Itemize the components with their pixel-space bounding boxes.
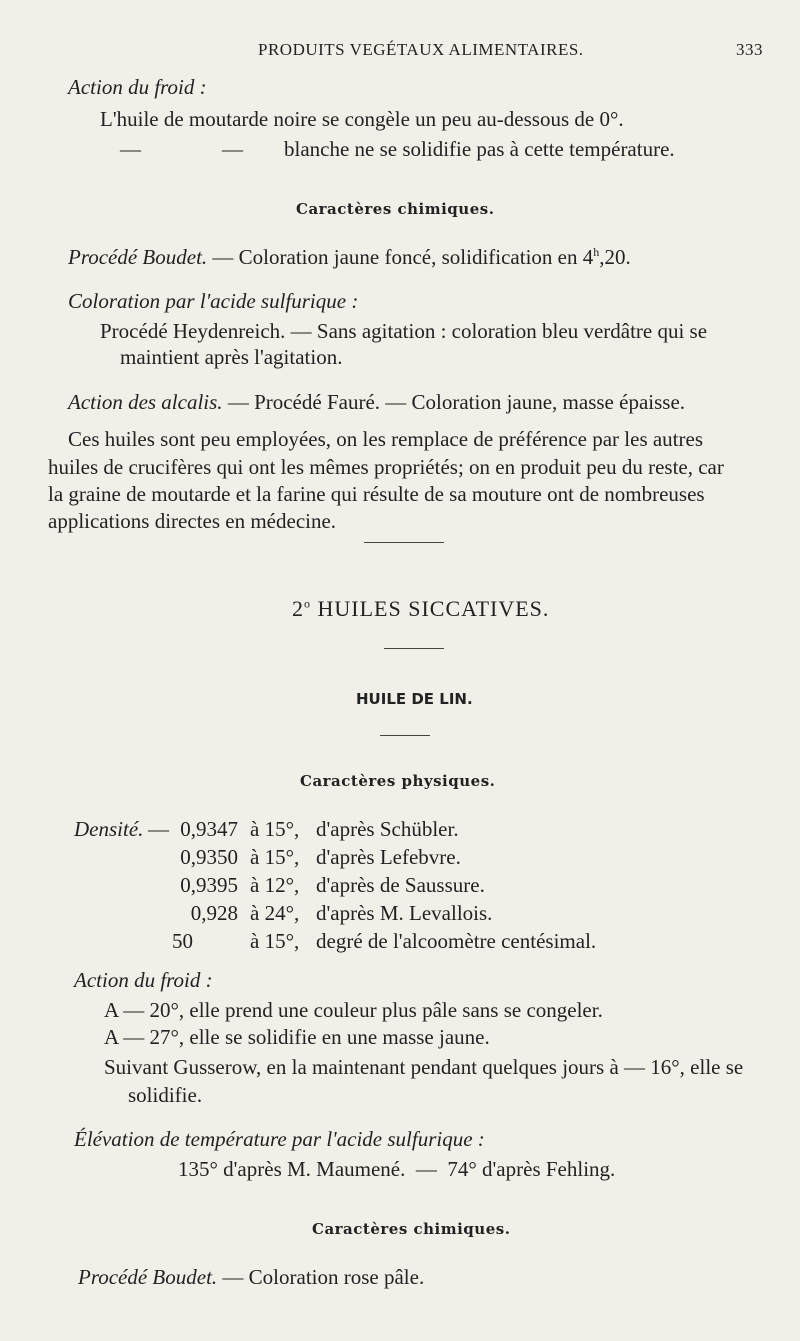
heydenreich-line-2: maintient après l'agitation. [120, 345, 343, 369]
section-2-sup: o [304, 596, 311, 611]
caracteres-chimiques-heading-2: Caractères chimiques. [312, 1220, 511, 1238]
section-2-title [292, 596, 549, 622]
densite-value: 0,9350 [180, 845, 238, 869]
densite-value: 50 [172, 929, 193, 953]
densite-temp: à 12°, [250, 873, 300, 897]
boudet-end: ,20. [599, 245, 631, 269]
boudet-line-2 [78, 1262, 424, 1292]
boudet-text-2: — Coloration rose pâle. [222, 1265, 425, 1289]
alcalis-text: — Procédé Fauré. — Coloration jaune, masse épaisse. [227, 390, 686, 414]
para-line-2: huiles de crucifères qui ont les mêmes propriétés; on en produit peu du reste, car [48, 455, 724, 479]
densite-source: d'après de Saussure. [316, 873, 485, 897]
densite-value: 0,9347 [180, 817, 238, 841]
divider-3 [380, 735, 430, 736]
para-line-3: la graine de moutarde et la farine qui résulte de sa mouture ont de nombreuses [48, 482, 705, 506]
heydenreich-line-1: Procédé Heydenreich. — Sans agitation : coloration bleu verdâtre qui se [100, 319, 708, 343]
densite-temp: à 15°, [250, 817, 300, 841]
densite-values-column [170, 815, 238, 955]
action-froid-heading-2: Action du froid : [74, 968, 213, 992]
boudet-text-1: — Coloration jaune foncé, solidification en 4 [212, 245, 594, 269]
caracteres-chimiques-heading-1: Caractères chimiques. [296, 200, 495, 218]
densite-source: d'après M. Levallois. [316, 901, 493, 925]
alcalis-line [68, 387, 685, 417]
densite-value: 0,928 [190, 901, 238, 925]
densite-dash: — [148, 817, 169, 841]
densite-source: degré de l'alcoomètre centésimal. [316, 929, 597, 953]
densite-value: 0,9395 [180, 873, 238, 897]
boudet-label-1: Procédé Boudet. [68, 245, 208, 269]
caracteres-physiques-heading: Caractères physiques. [300, 772, 496, 790]
divider-1 [364, 542, 444, 543]
divider-2 [384, 648, 444, 649]
para-line-4: applications directes en médecine. [48, 509, 337, 533]
gusserow-line-1: Suivant Gusserow, en la maintenant pendant quelques jours à — 16°, elle se [104, 1055, 744, 1079]
gusserow-line-2: solidifie. [128, 1083, 203, 1107]
ditto-dash-2: — [222, 137, 243, 161]
densite-source: d'après Lefebvre. [316, 845, 461, 869]
moutarde-line-1: L'huile de moutarde noire se congèle un peu au-dessous de 0°. [100, 107, 624, 131]
densite-sources-column [316, 815, 596, 955]
section-2-num: 2 [292, 596, 304, 621]
action-froid-heading-1: Action du froid : [68, 75, 207, 99]
section-2-title-text: HUILES SICCATIVES. [317, 596, 550, 621]
froid-line-1: A — 20°, elle prend une couleur plus pâle sans se congeler. [104, 998, 603, 1022]
densite-label: Densité. [74, 817, 144, 841]
densite-temp: à 15°, [250, 845, 300, 869]
moutarde-line-2: blanche ne se solidifie pas à cette température. [284, 137, 675, 161]
elevation-heading: Élévation de température par l'acide sulfurique : [74, 1127, 485, 1151]
alcalis-label: Action des alcalis. [68, 390, 223, 414]
para-line-1: Ces huiles sont peu employées, on les remplace de préférence par les autres [68, 427, 704, 451]
densite-temps-column [250, 815, 299, 955]
running-header-title: PRODUITS VEGÉTAUX ALIMENTAIRES. [258, 40, 584, 59]
densite-temp: à 15°, [250, 929, 300, 953]
froid-line-2: A — 27°, elle se solidifie en une masse jaune. [104, 1025, 490, 1049]
boudet-sup: h [593, 245, 600, 259]
huile-de-lin-title: HUILE DE LIN. [356, 690, 473, 708]
boudet-label-2: Procédé Boudet. [78, 1265, 218, 1289]
elevation-line: 135° d'après M. Maumené. — 74° d'après Fehling. [178, 1157, 616, 1181]
page-number: 333 [736, 40, 763, 59]
densite-temp: à 24°, [250, 901, 300, 925]
ditto-dash-1: — [120, 137, 141, 161]
boudet-line-1 [68, 242, 631, 272]
coloration-heading: Coloration par l'acide sulfurique : [68, 289, 359, 313]
densite-source: d'après Schübler. [316, 817, 459, 841]
